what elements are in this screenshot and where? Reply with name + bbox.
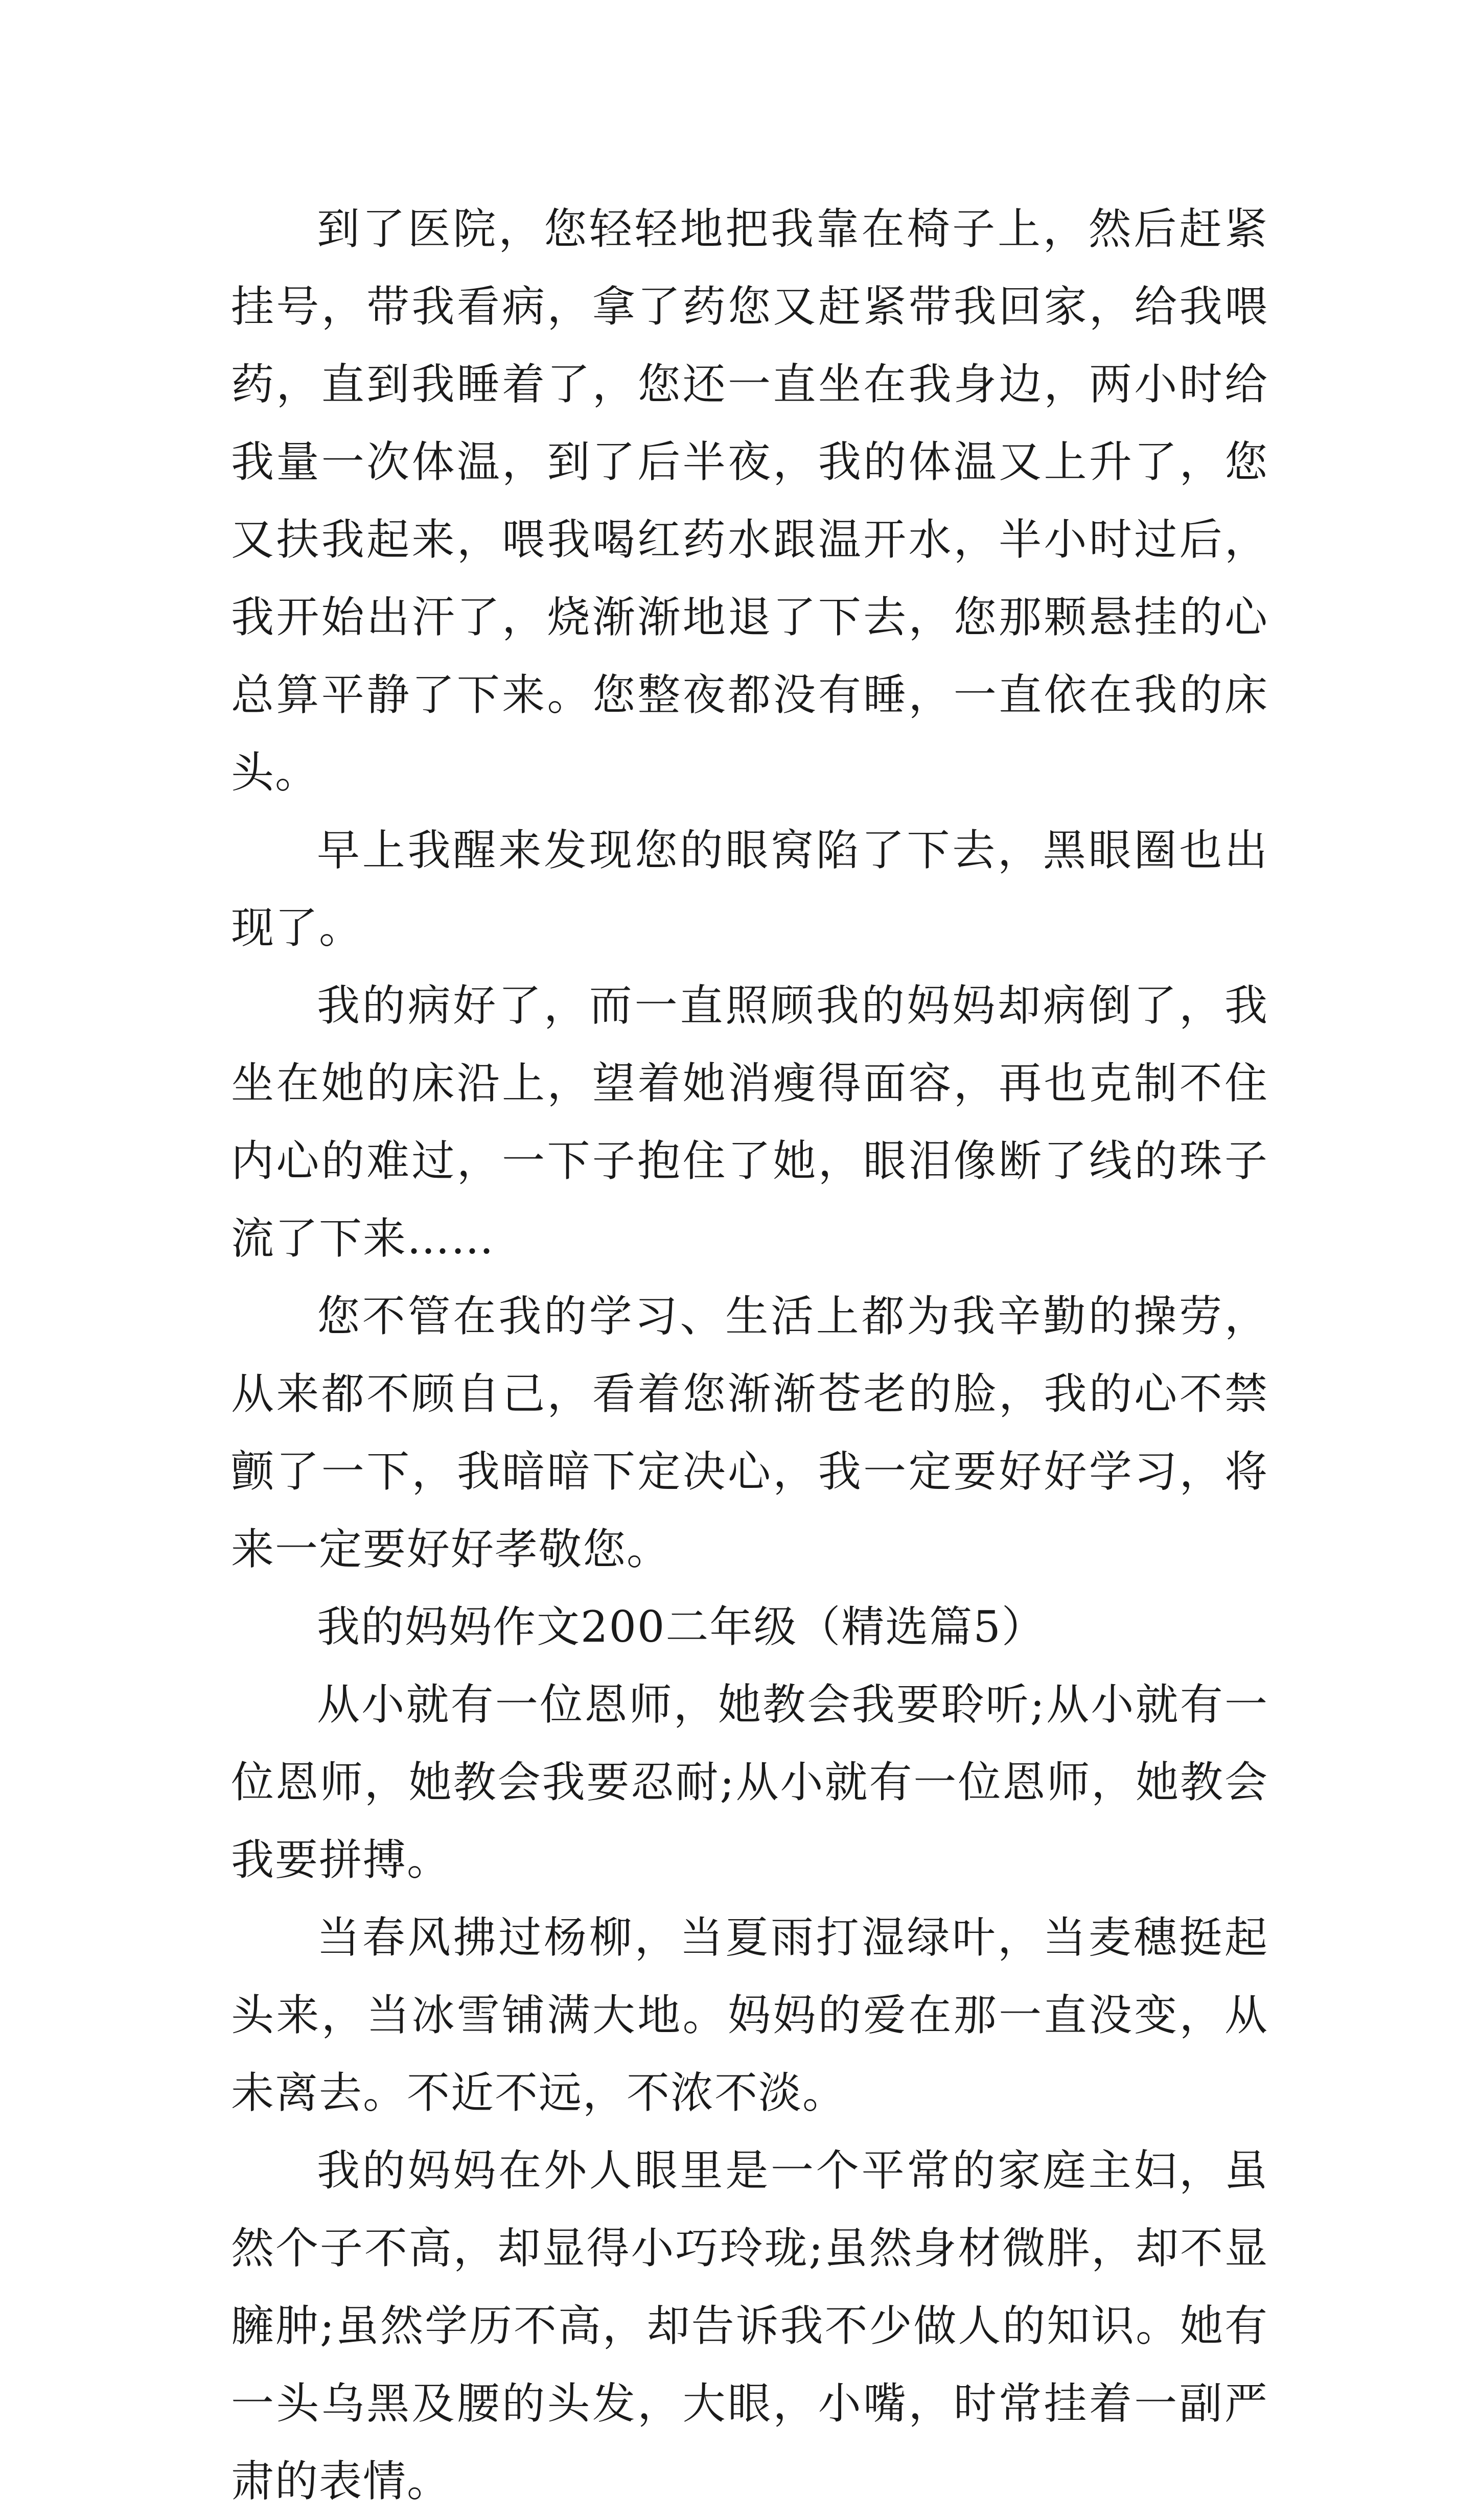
paragraph-resolution: 您不管在我的学习、生活上都为我辛勤的操劳，从来都不顾自己，看着您渐渐苍老的脸，我的心不禁颤了一下，我暗暗下定决心，我一定要好好学习，将来一定要好好孝敬您。 bbox=[231, 1291, 1268, 1574]
paragraph-morning: 早上我醒来发现您的眼窝陷了下去，黑眼圈也出现了。 bbox=[231, 825, 1268, 953]
paragraph-description: 我的妈妈在外人眼里是一个平常的家庭主妇，虽然个子不高，却显得小巧玲珑;虽然身材微胖，却不显臃肿;虽然学历不高，却告诉我不少做人的知识。她有一头乌黑及腰的头发，大眼，小嘴，时常挂着一副严肃的表情。 bbox=[231, 2145, 1268, 2506]
paragraph-seasons: 当春风拂过杨柳，当夏雨打湿绿叶，当麦穗挺起头来，当冰雪铺满大地。妈妈的爱在那一直没变，从未离去。不近不远，不浓不淡。 bbox=[231, 1912, 1268, 2118]
section-heading: 我的妈妈作文200二年级（精选篇5） bbox=[317, 1602, 1046, 1652]
document-body bbox=[231, 190, 1268, 2520]
paragraph-teacher: 从小就有一位恩师，她教会我要聆听;从小就有一位恩师，她教会我要忍耐;从小就有一位恩师，她教会我要拼搏。 bbox=[231, 1679, 1268, 1885]
paragraph-mother-sick: 我的病好了，而一直照顾我的妈妈却病倒了，我坐在她的床沿上，望着她消瘦得面容，再也克制不住内心的难过，一下子抱住了她，眼泪像断了线的珠子流了下来…… bbox=[231, 981, 1268, 1264]
paragraph-hospital: 到了医院，您轻轻地把我靠在椅子上，然后赶紧挂号，带我看病，拿了药您又赶紧带我回家，给我喂药，直到我睡着了，您还一直坐在我身边，两小时给我量一次体温，到了后半夜，我的体温又上升了，您又扶我起来，喂我喝红药水跟温开水，半小时过后，我开始出汗了，烧渐渐地退了下去，您那颗悬挂的心总算平静了下来。您整夜都没有睡，一直依在我的床头。 bbox=[231, 204, 1268, 798]
